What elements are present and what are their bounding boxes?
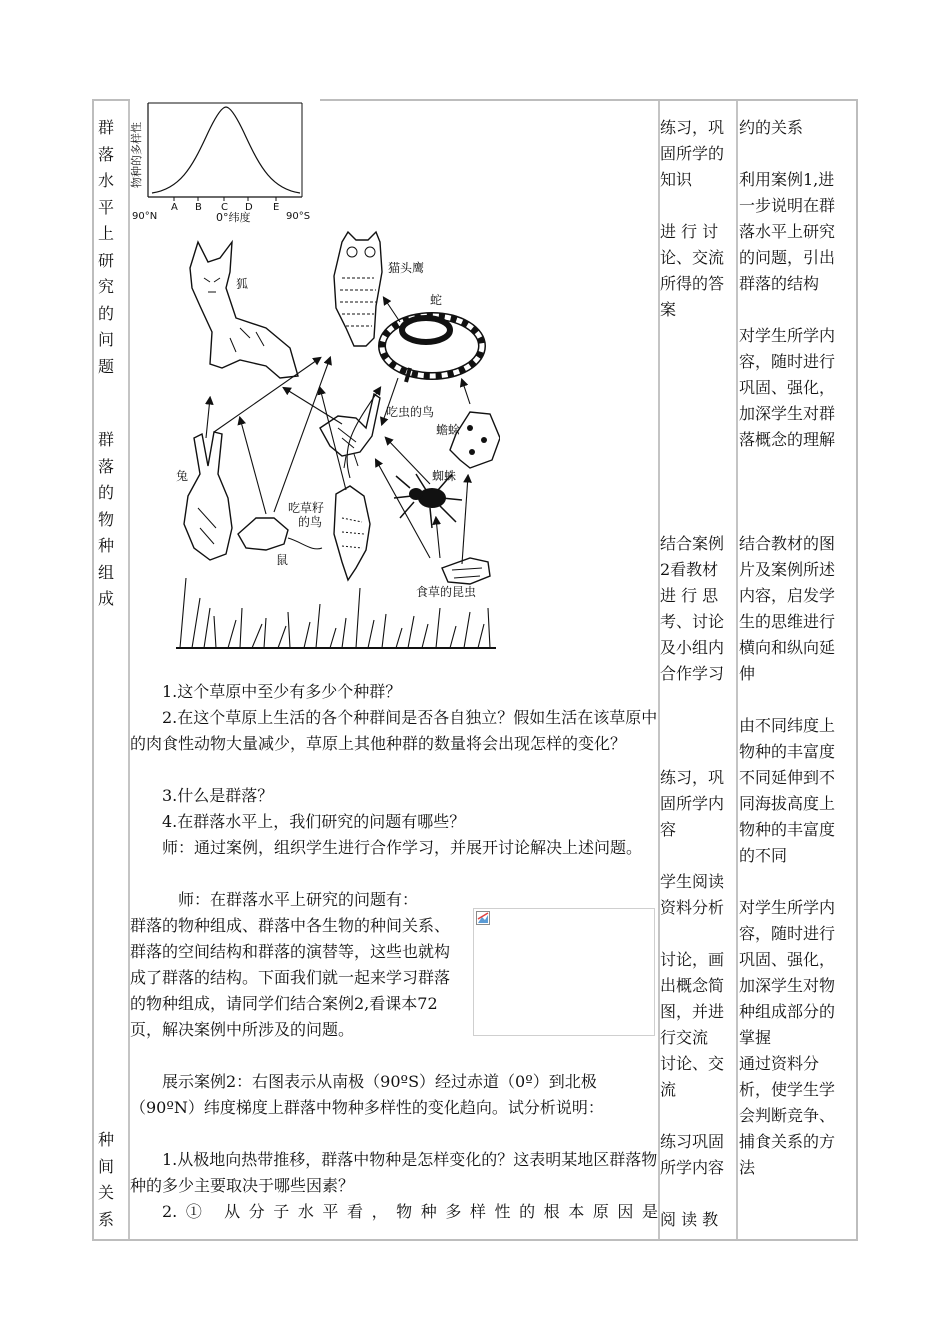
intent-text: 由不同纬度上 物种的丰富度 不同延伸到不 同海拔高度上 物种的丰富度 的不同: [739, 716, 836, 865]
section-heading: 群 落 的 物 种 组 成: [97, 430, 114, 608]
graph-tick-label: E: [273, 202, 280, 213]
graph-tick-label: A: [171, 202, 178, 213]
intent-text: 对学生所学内 容，随时进行 巩固、强化， 加深学生对群 落概念的理解: [739, 326, 836, 449]
teacher-note: 师：通过案例，组织学生进行合作学习，并展开讨论解决上述问题。: [162, 838, 643, 857]
case-question-2: 2.① 从分子水平看，物种多样性的根本原因是: [162, 1202, 658, 1221]
intent-text: 约的关系: [739, 118, 804, 137]
activity-text: 结合案例 2看教材: [660, 534, 725, 579]
diversity-graph: [130, 97, 320, 229]
intent-text: 利用案例1,进 一步说明在群 落水平上研究 的问题，引出 群落的结构: [739, 170, 836, 293]
fox-figure: [190, 242, 298, 378]
rabbit-label: 兔: [176, 469, 189, 483]
snake-label: 蛇: [430, 293, 443, 307]
fox-label: 狐: [236, 277, 249, 291]
insect-eating-bird-label: 吃虫的鸟: [386, 405, 435, 419]
teacher-note: 师：在群落水平上研究的问题有：: [178, 890, 419, 909]
question-2: 2.在这个草原上生活的各个种群间是否各自独立？假如生活在该草原中的肉食性动物大量减少，草原上其他种群的数量将会出现怎样的变化？: [130, 708, 658, 753]
spider-label: 蜘蛛: [432, 469, 457, 483]
graph-ylabel: 物种的多样性: [130, 122, 143, 188]
broken-image-icon: [476, 911, 490, 925]
owl-label: 猫头鹰: [388, 261, 425, 275]
graph-left-label: 90°N: [132, 211, 158, 222]
activity-text: 讨论，画 出概念简 图，并进 行交流: [660, 950, 725, 1047]
graph-tick-label: C: [221, 202, 228, 213]
insect-figure: [442, 558, 490, 584]
snake-figure: [382, 316, 482, 382]
graph-tick-label: D: [245, 202, 253, 213]
insect-label: 食草的昆虫: [416, 585, 477, 599]
food-web-illustration: [170, 228, 500, 668]
student-activity-column: [660, 101, 736, 1239]
insect-eating-bird-figure: [320, 394, 380, 468]
activity-text: 讨论、交 流: [660, 1054, 725, 1099]
owl-figure: [334, 232, 382, 346]
graph-tick-label: B: [195, 202, 202, 213]
image-placeholder: [473, 908, 655, 1036]
intent-text: 通过资料分 析，使学生学 会判断竞争、 捕食关系的方 法: [739, 1054, 836, 1177]
activity-text: 学生阅读 资料分析: [660, 872, 725, 917]
seed-eating-bird-label: 吃草籽的鸟: [288, 501, 325, 529]
section-heading: 种 间 关 系: [97, 1130, 114, 1229]
mouse-label: 鼠: [276, 553, 289, 567]
case-question-1: 1.从极地向热带推移，群落中物种是怎样变化的？这表明某地区群落物种的多少主要取决于哪些因素？: [130, 1150, 658, 1195]
seed-eating-bird-figure: [334, 486, 370, 580]
graph-center-label: 0°纬度: [216, 211, 251, 224]
toad-label: 蟾蜍: [436, 423, 461, 437]
design-intent-column: [739, 101, 857, 1239]
activity-text: 阅 读 教: [660, 1210, 719, 1229]
rabbit-figure: [184, 432, 232, 560]
activity-text: 练习巩固 所学内容: [660, 1132, 725, 1177]
activity-text: 练习，巩 固所学的 知识: [660, 118, 725, 189]
section-column: [94, 101, 128, 1239]
activity-text: 进 行 思 考、讨论 及小组内 合作学习: [660, 586, 725, 683]
intent-text: 对学生所学内 容，随时进行 巩固、强化， 加深学生对物 种组成部分的 掌握: [739, 898, 836, 1047]
intent-text: 结合教材的图 片及案例所述 内容，启发学 生的思维进行 横向和纵向延 伸: [739, 534, 836, 683]
activity-text: 练习，巩 固所学内 容: [660, 768, 725, 839]
toad-figure: [450, 412, 500, 468]
activity-text: 进 行 讨 论、交流 所得的答 案: [660, 222, 725, 319]
section-heading: 群 落 水 平 上 研 究 的 问 题: [97, 118, 114, 376]
teacher-note-body: 群落的物种组成、群落中各生物的种间关系、群落的空间结构和群落的演替等，这些也就构成了群落的结构。下面我们就一起来学习群落的物种组成，请同学们结合案例2,看课本72页，解决案例中所涉及的问题。: [130, 916, 451, 1039]
graph-right-label: 90°S: [286, 211, 311, 222]
case-2-intro: 展示案例2：右图表示从南极（90ºS）经过赤道（0º）到北极（90ºN）纬度梯度上群落中物种多样性的变化趋向。试分析说明：: [130, 1072, 604, 1117]
question-3: 3.什么是群落？: [162, 786, 274, 805]
question-4: 4.在群落水平上，我们研究的问题有哪些？: [162, 812, 466, 831]
question-1: 1.这个草原中至少有多少个种群？: [162, 682, 402, 701]
